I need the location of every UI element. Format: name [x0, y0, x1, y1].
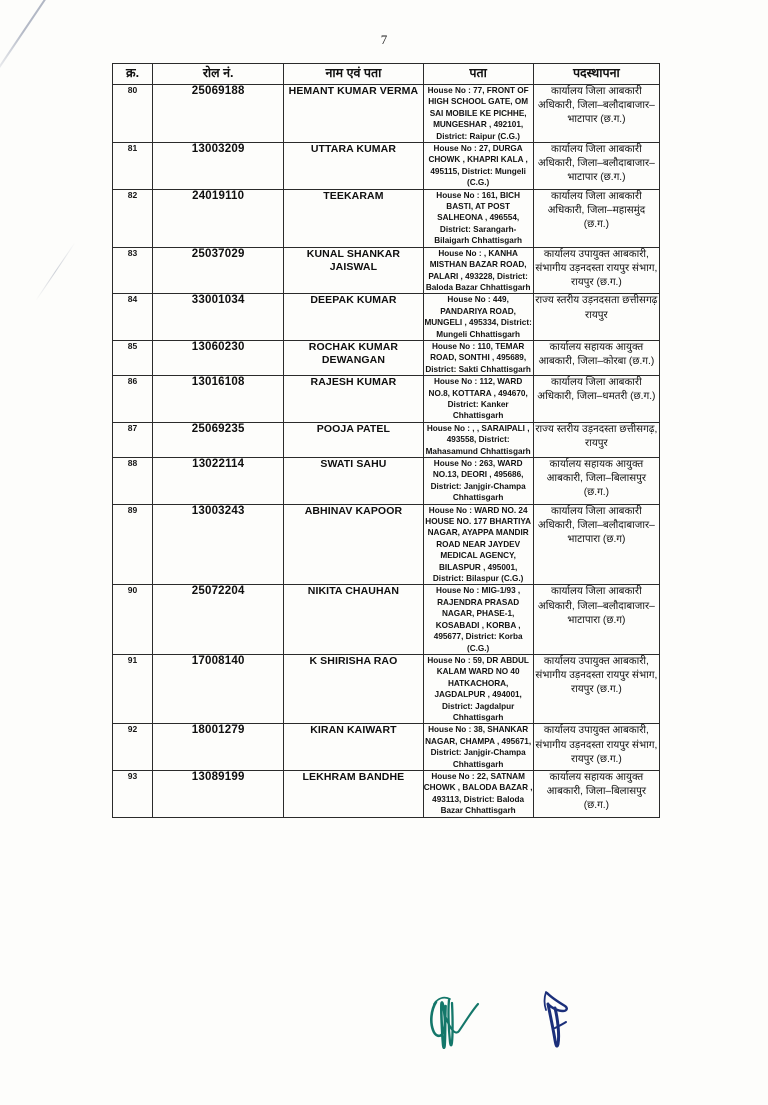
cell-serial: 80	[113, 85, 153, 143]
cell-address: House No : MIG-1/93 , RAJENDRA PRASAD NAGAR, PHASE-1, KOSABADI , KORBA , 495677, District: Korba (C.G.)	[423, 585, 533, 654]
cell-address: House No : 38, SHANKAR NAGAR, CHAMPA , 495671, District: Janjgir-Champa Chhattisgarh	[423, 724, 533, 771]
cell-name: K SHIRISHA RAO	[284, 654, 423, 723]
cell-name: ROCHAK KUMAR DEWANGAN	[284, 340, 423, 375]
cell-roll-no: 24019110	[153, 189, 284, 247]
column-header-address: पता	[423, 64, 533, 85]
table-row	[113, 85, 660, 143]
table-row	[113, 770, 660, 817]
cell-address: House No : 22, SATNAM CHOWK , BALODA BAZAR , 493113, District: Baloda Bazar Chhattisgarh	[423, 771, 533, 816]
cell-name: RAJESH KUMAR	[284, 376, 423, 423]
cell-posting: कार्यालय उपायुक्त आबकारी, संभागीय उड़नदस्ता रायपुर संभाग, रायपुर (छ.ग.)	[533, 724, 659, 771]
cell-serial: 83	[113, 247, 153, 294]
cell-roll-no: 13089199	[153, 770, 284, 817]
cell-name: TEEKARAM	[284, 189, 423, 247]
scan-artifact-line-secondary	[35, 242, 75, 301]
cell-roll-no: 13060230	[153, 340, 284, 375]
column-header-posting: पदस्थापना	[533, 64, 659, 85]
cell-serial: 87	[113, 422, 153, 457]
cell-roll-no: 25069188	[153, 85, 284, 143]
cell-address: House No : 263, WARD NO.13, DEORI , 495686, District: Janjgir-Champa Chhattisgarh	[423, 458, 533, 505]
cell-posting: कार्यालय जिला आबकारी अधिकारी, जिला–धमतरी (छ.ग.)	[533, 376, 659, 423]
cell-name: KUNAL SHANKAR JAISWAL	[284, 247, 423, 294]
table-row	[113, 340, 660, 375]
table-row	[113, 376, 660, 423]
cell-address: House No : 449, PANDARIYA ROAD, MUNGELI , 495334, District: Mungeli Chhattisgarh	[424, 295, 532, 339]
cell-name: SWATI SAHU	[284, 458, 423, 505]
cell-roll-no: 18001279	[153, 724, 284, 771]
cell-serial: 91	[113, 654, 153, 723]
cell-name: ABHINAV KAPOOR	[284, 504, 423, 585]
cell-address: House No : 27, DURGA CHOWK , KHAPRI KALA , 495115, District: Mungeli (C.G.)	[423, 143, 533, 190]
column-header-roll-no: रोल नं.	[153, 64, 284, 85]
cell-posting: राज्य स्तरीय उड़नदस्ता छत्तीसगढ़, रायपुर	[533, 422, 659, 457]
cell-serial: 85	[113, 340, 153, 375]
cell-roll-no: 25069235	[153, 422, 284, 457]
table-row	[113, 724, 660, 771]
cell-posting: कार्यालय सहायक आयुक्त आबकारी, जिला–बिलासपुर (छ.ग.)	[533, 458, 659, 505]
table-row	[113, 294, 660, 341]
cell-posting: कार्यालय सहायक आयुक्त आबकारी, जिला–बिलासपुर (छ.ग.)	[533, 770, 659, 817]
table-header	[113, 64, 660, 85]
signature-left	[424, 988, 490, 1058]
table-header-row	[113, 64, 660, 85]
cell-serial: 81	[113, 143, 153, 190]
cell-name: HEMANT KUMAR VERMA	[284, 85, 423, 143]
cell-posting: राज्य स्तरीय उड़नदसता छत्तीसगढ़ रायपुर	[533, 294, 659, 341]
cell-address: House No : WARD NO. 24 HOUSE NO. 177 BHARTIYA NAGAR, AYAPPA MANDIR ROAD NEAR JAYDEV MEDICAL AGENCY, BILASPUR , 495001, District: Bilaspur (C.G.)	[423, 504, 533, 585]
cell-name: NIKITA CHAUHAN	[284, 585, 423, 654]
cell-posting: कार्यालय जिला आबकारी अधिकारी, जिला–बलौदाबाजार– भाटापार (छ.ग.)	[533, 143, 659, 190]
cell-roll-no: 17008140	[153, 654, 284, 723]
table-row	[113, 189, 660, 247]
cell-roll-no: 25037029	[153, 247, 284, 294]
cell-serial: 89	[113, 504, 153, 585]
table-row	[113, 504, 660, 585]
table-row	[113, 143, 660, 190]
table-row	[113, 585, 660, 654]
cell-name: LEKHRAM BANDHE	[284, 770, 423, 817]
table-body	[113, 85, 660, 818]
cell-posting: कार्यालय जिला आबकारी अधिकारी, जिला–बलौदाबाजार– भाटापारा (छ.ग)	[533, 504, 659, 585]
cell-roll-no: 13022114	[153, 458, 284, 505]
roster-table-container	[112, 63, 660, 818]
cell-serial: 86	[113, 376, 153, 423]
table-row	[113, 654, 660, 723]
cell-posting: कार्यालय जिला आबकारी अधिकारी, जिला–बलौदाबाजार– भाटापारा (छ.ग)	[533, 585, 659, 654]
cell-name: DEEPAK KUMAR	[284, 294, 423, 341]
cell-roll-no: 33001034	[153, 294, 284, 341]
cell-posting: कार्यालय उपायुक्त आबकारी, संभागीय उड़नदस्ता रायपुर संभाग, रायपुर (छ.ग.)	[533, 247, 659, 294]
cell-roll-no: 13016108	[153, 376, 284, 423]
cell-posting: कार्यालय जिला आबकारी अधिकारी, जिला–महासमुंद (छ.ग.)	[533, 189, 659, 247]
column-header-name-address: नाम एवं पता	[284, 64, 423, 85]
table-row	[113, 422, 660, 457]
roster-table	[112, 63, 660, 818]
table-row	[113, 247, 660, 294]
cell-serial: 90	[113, 585, 153, 654]
cell-roll-no: 13003209	[153, 143, 284, 190]
cell-serial: 93	[113, 770, 153, 817]
cell-serial: 88	[113, 458, 153, 505]
table-row	[113, 458, 660, 505]
cell-serial: 84	[113, 294, 153, 341]
cell-posting: कार्यालय जिला आबकारी अधिकारी, जिला–बलौदाबाजार– भाटापार (छ.ग.)	[533, 85, 659, 143]
cell-roll-no: 13003243	[153, 504, 284, 585]
cell-address: House No : 77, FRONT OF HIGH SCHOOL GATE, OM SAI MOBILE KE PICHHE, MUNGESHAR , 492101, District: Raipur (C.G.)	[423, 85, 533, 143]
cell-address: House No : , , SARAIPALI , 493558, District: Mahasamund Chhattisgarh	[423, 422, 533, 457]
cell-address: House No : , KANHA MISTHAN BAZAR ROAD, PALARI , 493228, District: Baloda Bazar Chhattisgarh	[423, 247, 533, 294]
cell-address: House No : 112, WARD NO.8, KOTTARA , 494670, District: Kanker Chhattisgarh	[423, 376, 533, 423]
column-header-serial: क्र.	[113, 64, 153, 85]
cell-posting: कार्यालय उपायुक्त आबकारी, संभागीय उड़नदस्ता रायपुर संभाग, रायपुर (छ.ग.)	[533, 654, 659, 723]
cell-name: UTTARA KUMAR	[284, 143, 423, 190]
cell-name: KIRAN KAIWART	[284, 724, 423, 771]
page-number: 7	[380, 32, 388, 47]
cell-name: POOJA PATEL	[284, 422, 423, 457]
cell-serial: 82	[113, 189, 153, 247]
cell-serial: 92	[113, 724, 153, 771]
signature-right	[538, 984, 578, 1056]
cell-roll-no: 25072204	[153, 585, 284, 654]
cell-address: House No : 161, BICH BASTI, AT POST SALHEONA , 496554, District: Sarangarh-Bilaigarh Chhattisgarh	[423, 189, 533, 247]
cell-address: House No : 110, TEMAR ROAD, SONTHI , 495689, District: Sakti Chhattisgarh	[423, 340, 533, 375]
cell-posting: कार्यालय सहायक आयुक्त आबकारी, जिला–कोरबा (छ.ग.)	[533, 340, 659, 375]
cell-address: House No : 59, DR ABDUL KALAM WARD NO 40 HATKACHORA, JAGDALPUR , 494001, District: Jagdalpur Chhattisgarh	[423, 654, 533, 723]
